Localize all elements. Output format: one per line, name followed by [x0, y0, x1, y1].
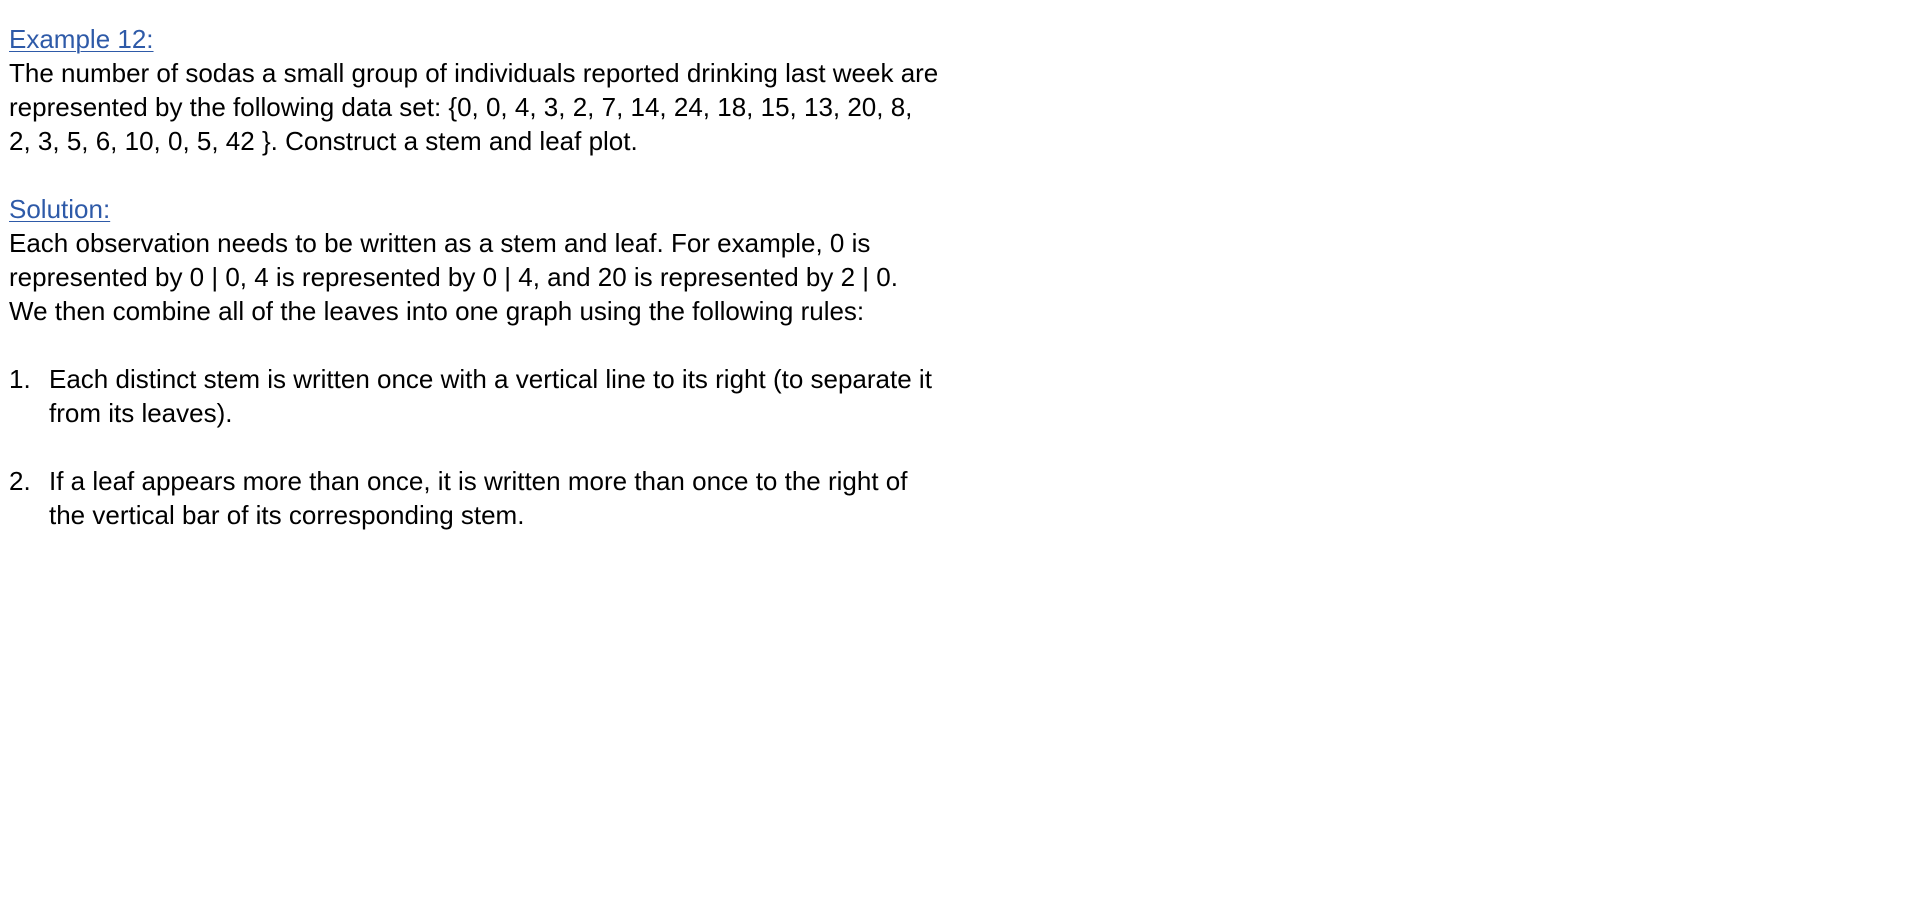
spacer [9, 158, 1049, 192]
document-page [9, 22, 1049, 532]
spacer [9, 430, 1049, 464]
solution-text: Each observation needs to be written as a stem and leaf. For example, 0 is represented by 0 | 0, 4 is represented by 0 | 4, and 20 is represented by 2 | 0. We then combine all of the leaves into one graph using the following rules: [9, 228, 898, 326]
rule-text: If a leaf appears more than once, it is written more than once to the right of the vertical bar of its corresponding stem. [49, 466, 908, 530]
example-problem-text: The number of sodas a small group of individuals reported drinking last week are represented by the following data set: {0, 0, 4, 3, 2, 7, 14, 24, 18, 15, 13, 20, 8, 2, 3, 5, 6, 10, 0, 5, 42 }. Construct a stem and leaf plot. [9, 58, 939, 156]
spacer [9, 328, 1049, 362]
example-heading: Example 12: [9, 24, 154, 54]
rule-number: 1. [9, 364, 31, 394]
rule-item-1 [9, 362, 1049, 430]
solution-heading: Solution: [9, 194, 111, 224]
rule-text: Each distinct stem is written once with a vertical line to its right (to separate it from its leaves). [49, 364, 932, 428]
rule-number: 2. [9, 466, 31, 496]
rule-item-2 [9, 464, 1049, 532]
